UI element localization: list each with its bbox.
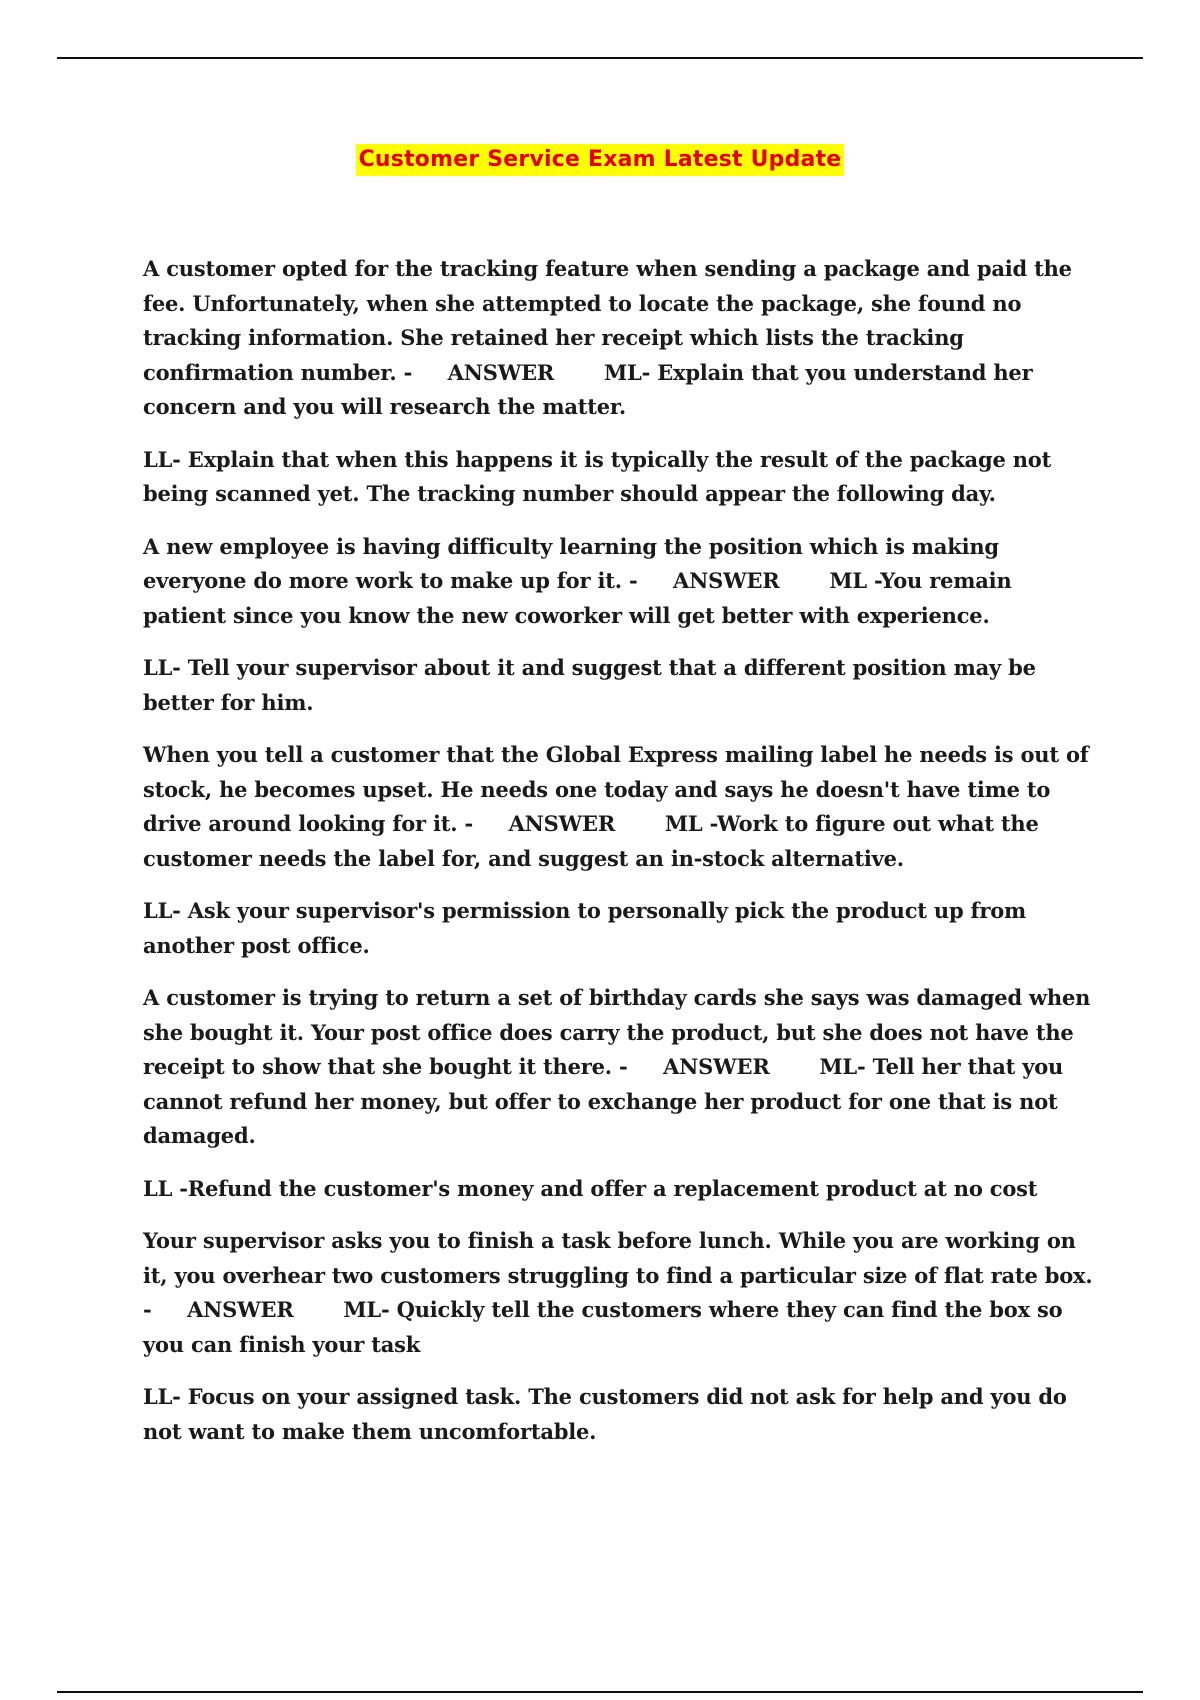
answer-label: ANSWER [663,1054,770,1079]
answer-label: ANSWER [673,568,780,593]
title-wrapper [0,144,1200,176]
bottom-rule [57,1691,1143,1693]
qa-question-1 [143,252,1093,425]
qa-question-2 [143,530,1093,634]
qa-follow-up-5: LL- Focus on your assigned task. The customers did not ask for help and you do not want to make them uncomfortable. [143,1384,1067,1444]
qa-follow-up-2: LL- Tell your supervisor about it and suggest that a different position may be better for him. [143,655,1036,715]
qa-follow-up-1: LL- Explain that when this happens it is typically the result of the package not being scanned yet. The tracking number should appear the following day. [143,446,1052,506]
answer-text: ML -You remain patient since you know the new coworker will get better with experience. [143,568,1012,628]
question-text: A new employee is having difficulty learning the position which is making everyone do more work to make up for it. - [143,533,999,593]
qa-question-4 [143,981,1093,1154]
document-title: Customer Service Exam Latest Update [356,144,845,176]
document-body [143,252,1093,1467]
qa-follow-up-4: LL -Refund the customer's money and offer a replacement product at no cost [143,1175,1038,1201]
qa-follow-up-3: LL- Ask your supervisor's permission to personally pick the product up from another post office. [143,898,1027,958]
answer-label: ANSWER [508,811,616,836]
question-text: A customer opted for the tracking feature when sending a package and paid the fee. Unfortunately, when she attempted to locate the package, she found no tracking information. She retained her receipt which lists the tracking confirmation number. - [143,256,1072,385]
answer-label: ANSWER [447,359,555,385]
qa-question-5 [143,1224,1093,1362]
answer-text: ML -Work to figure out what the customer needs the label for, and suggest an in-stock alternative. [143,811,1039,871]
answer-text: ML- Quickly tell the customers where they can find the box so you can finish your task [143,1297,1063,1357]
question-text: When you tell a customer that the Global Express mailing label he needs is out of stock, he becomes upset. He needs one today and says he doesn't have time to drive around looking for it. - [143,742,1089,836]
question-text: Your supervisor asks you to finish a task before lunch. While you are working on it, you overhear two customers struggling to find a particular size of flat rate box. - [143,1228,1093,1322]
qa-question-3 [143,738,1093,876]
top-rule [57,57,1143,59]
answer-text: ML- Tell her that you cannot refund her money, but offer to exchange her product for one that is not damaged. [143,1054,1064,1148]
answer-label: ANSWER [187,1297,294,1322]
answer-text: ML- Explain that you understand her concern and you will research the matter. [143,359,1033,419]
question-text: A customer is trying to return a set of birthday cards she says was damaged when she bought it. Your post office does carry the product, but she does not have the receipt to show that she bought it there. - [143,985,1091,1079]
